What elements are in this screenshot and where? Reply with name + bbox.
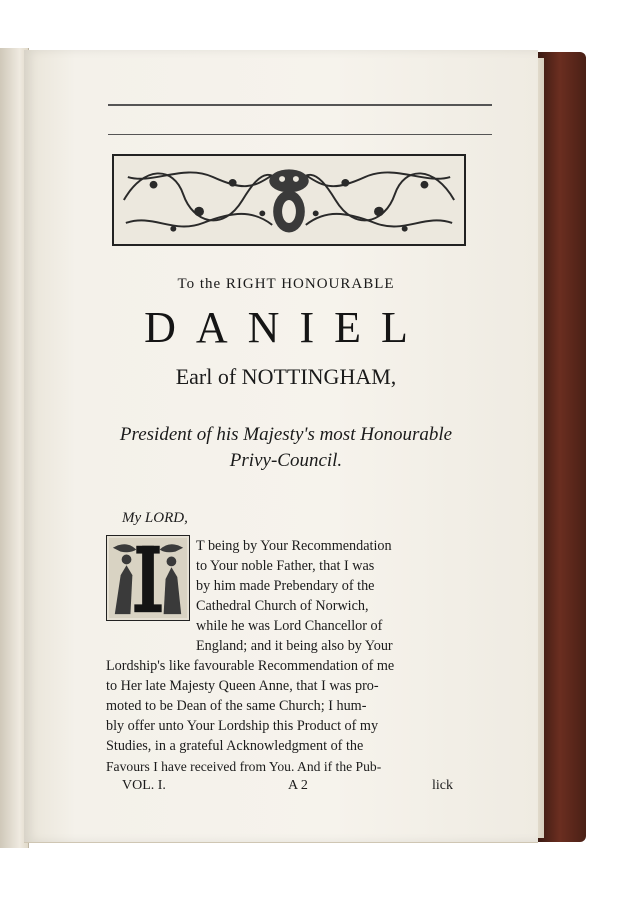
top-rule (108, 104, 492, 106)
body-line-12: Favours I have received from You. And if the Pub- (106, 759, 382, 774)
body-line-8: to Her late Majesty Queen Anne, that I was pro- (106, 678, 379, 694)
book-cover-spine (538, 52, 586, 842)
decorated-initial-letter (106, 535, 190, 621)
body-line-2: to Your noble Father, that I was (196, 558, 375, 574)
body-line-3: by him made Prebendary of the (196, 578, 375, 594)
body-line-4: Cathedral Church of Norwich, (196, 598, 369, 614)
dedication-to-line: To the RIGHT HONOURABLE (177, 276, 395, 292)
dedicatee-name: DANIEL (144, 303, 428, 352)
body-line-10: bly offer unto Your Lordship this Product of my (106, 718, 379, 734)
footer-signature-mark: A 2 (288, 778, 308, 793)
body-line-5: while he was Lord Chancellor of (196, 618, 383, 634)
office-line-1: President of his Majesty's most Honourable (119, 424, 453, 445)
body-line-7: Lordship's like favourable Recommendation of me (106, 658, 395, 674)
body-line-1: T being by Your Recommendation (196, 538, 392, 554)
dedicatee-office (106, 422, 466, 474)
footer-volume: VOL. I. (122, 778, 166, 793)
body-line-6: England; and it being also by Your (196, 638, 393, 654)
footer-catchword: lick (432, 778, 453, 793)
office-line-2: Privy-Council. (229, 450, 343, 471)
second-rule (108, 134, 492, 135)
salutation: My LORD, (122, 510, 188, 526)
ornamental-headpiece (112, 154, 466, 246)
dedicatee-title: Earl of NOTTINGHAM, (175, 364, 397, 389)
body-line-9: moted to be Dean of the same Church; I hum- (106, 698, 367, 714)
body-line-11: Studies, in a grateful Acknowledgment of the (106, 738, 364, 754)
